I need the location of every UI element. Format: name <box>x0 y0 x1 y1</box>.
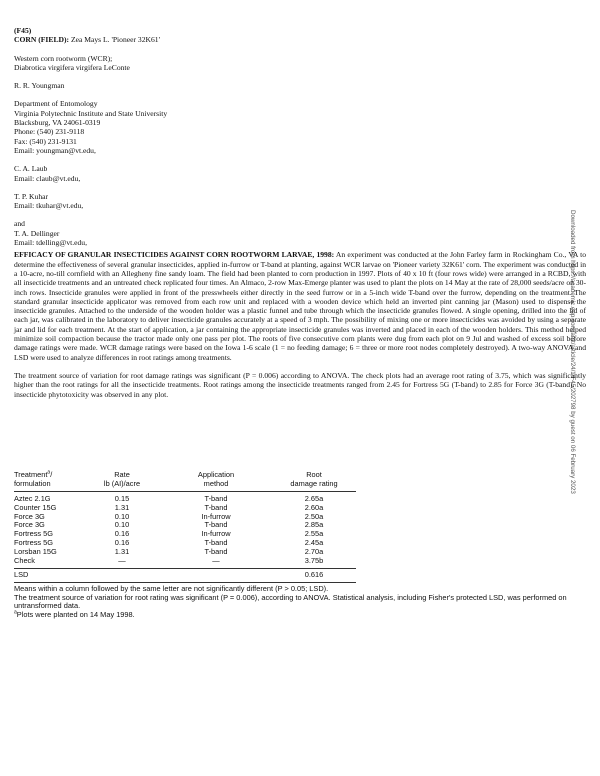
author-second: C. A. Laub <box>14 164 48 174</box>
author-fourth-email: Email: tdelling@vt.edu, <box>14 238 88 248</box>
cell-treatment: Fortress 5G <box>14 529 54 539</box>
cell-rate: 0.10 <box>114 511 130 521</box>
table-row <box>14 504 586 513</box>
author-primary: R. R. Youngman <box>14 81 65 91</box>
cell-method: In-furrow <box>201 511 231 521</box>
methods-paragraph <box>14 250 586 362</box>
cell-treatment: Lorsban 15G <box>14 547 57 557</box>
cell-rating: 2.60a <box>304 502 324 512</box>
cell-rating: 2.65a <box>304 493 324 503</box>
results-table <box>14 471 586 620</box>
cell-method: T-band <box>204 502 228 512</box>
lsd-rule <box>14 568 356 569</box>
cell-rate: 0.16 <box>114 529 130 539</box>
cell-method: T-band <box>204 493 228 503</box>
header-treatment: Treatment$^a$/ formulation <box>14 469 53 488</box>
header-rating: Root damage rating <box>290 470 338 488</box>
pest-common-name: Western corn rootworm (WCR); <box>14 53 113 63</box>
table-row <box>14 495 586 504</box>
pest-scientific-name: Diabrotica virgifera virgifera LeConte <box>14 62 130 72</box>
lsd-value: 0.616 <box>304 569 324 579</box>
cell-treatment: Check <box>14 556 35 566</box>
header-rate: Rate lb (AI)/acre <box>103 470 141 488</box>
table-row <box>14 557 586 566</box>
table-row <box>14 513 586 522</box>
cell-method: T-band <box>204 520 228 530</box>
cell-rate: 1.31 <box>114 502 130 512</box>
cell-rating: 3.75b <box>304 556 324 566</box>
cell-rating: 2.45a <box>304 538 324 548</box>
cell-rate: — <box>118 556 126 566</box>
crop-value: Zea Mays L. 'Pioneer 32K61' <box>69 35 160 45</box>
table-row <box>14 548 586 557</box>
author-third-email: Email: tkuhar@vt.edu, <box>14 201 84 211</box>
author-third: T. P. Kuhar <box>14 191 49 201</box>
cell-rate: 1.31 <box>114 547 130 557</box>
affiliation-line: Email: youngman@vt.edu, <box>14 145 96 155</box>
cell-rate: 0.15 <box>114 493 130 503</box>
cell-treatment: Force 3G <box>14 511 45 521</box>
affiliation-line: Fax: (540) 231-9131 <box>14 136 77 146</box>
report-code: (F45) <box>14 26 32 35</box>
author-fourth: T. A. Dellinger <box>14 228 60 238</box>
author-second-email: Email: claub@vt.edu, <box>14 173 81 183</box>
document-body <box>14 26 586 399</box>
cell-method: In-furrow <box>201 529 231 539</box>
methods-text: An experiment was conducted at the John Farley farm in Rockingham Co., VA to determine the effectiveness of several granular insecticides, applied in-furrow or T-band at planting, against WCR larvae on 'Pioneer variety 32K61' corn. The experiment was conducted in a 10-acre, no-till cornfield with an Allegheny fine sandy loam. The field had been planted to corn production in 1997. Plots of 40 x 10 ft (four rows wide) were arranged in a RCBD, with all insecticide treatments and an untreated check replicated four times. An Almaco, 2-row Max-Emerge planter was used to plant the plots on 14 May at the rate of 28,000 seeds/acre on 30-inch rows. Insecticide granules were applied in front of the presswheels either directly in the seed furrow or in a 5-inch wide T-band over the furrow, depending on the treatment. The standard granular insecticide applicator was removed from each row unit and replaced with a wooden device which held an inverted pint canning jar (Mason) used to dispense the insecticide granules. Attached to the underside of the wooden holder was a plastic funnel and tube through which the insecticide granules flowed. A single opening, drilled into the lid of each jar, was calibrated in the laboratory to deliver insecticide granules accurately at a speed of 3 mph. The possibility of mixing one or more insecticides was avoided by using a separate jar and lid for each treatment. At the start of application, a jar containing the appropriate insecticide granules was inverted and placed in each of the wooden holders. This method helped minimize soil compaction because the tractor made only one pass per plot. The roots of five consecutive corn plants were dug from each plot on 9 Jul and washed of excess soil before damage ratings were made. WCR damage ratings were based on the Iowa 1-6 scale (1 = no feeding damage; 6 = three or more root nodes completely destroyed). A two-way ANOVA and LSD were used to analyze differences in root ratings among treatments. <box>14 250 586 362</box>
table-row <box>14 530 586 539</box>
cell-treatment: Counter 15G <box>14 502 57 512</box>
affiliation-line: Department of Entomology <box>14 99 98 109</box>
cell-method: T-band <box>204 547 228 557</box>
affiliation-line: Blacksburg, VA 24061-0319 <box>14 118 101 128</box>
cell-method: T-band <box>204 538 228 548</box>
table-row <box>14 521 586 530</box>
download-watermark: Downloaded from https://academic.oup.com/amt/article/24/1/F45/202798 by guest on 06 February 2023 <box>569 210 576 494</box>
header-method: Application method <box>197 470 235 488</box>
cell-rating: 2.50a <box>304 511 324 521</box>
article-title: EFFICACY OF GRANULAR INSECTICIDES AGAINST CORN ROOTWORM LARVAE, 1998: <box>14 250 335 260</box>
affiliation-line: Virginia Polytechnic Institute and State University <box>14 108 168 118</box>
cell-treatment: Fortress 5G <box>14 538 54 548</box>
header-rule <box>14 491 356 492</box>
results-paragraph: The treatment source of variation for root damage ratings was significant (P = 0.006) according to ANOVA. The check plots had an average root rating of 3.75, which was significantly higher than the root ratings for all the insecticide treatments. Root ratings among the insecticide treatments ranged from 2.45 for Fortress 5G (T-band) to 2.85 for Force 3G (T-band). No insecticide phytotoxicity was observed in any plot. <box>14 370 586 399</box>
table-row <box>14 539 586 548</box>
table-header <box>14 471 586 489</box>
cell-rating: 2.55a <box>304 529 324 539</box>
cell-treatment: Aztec 2.1G <box>14 493 51 503</box>
affiliation-line: Phone: (540) 231-9118 <box>14 127 85 137</box>
cell-rating: 2.85a <box>304 520 324 530</box>
cell-rate: 0.16 <box>114 538 130 548</box>
crop-line <box>14 35 586 44</box>
table-footnote: The treatment source of variation for root rating was significant (P = 0.006), according to ANOVA. Statistical analysis, including Fisher's protected LSD, was performed on untransformed data. <box>14 592 567 611</box>
cell-rating: 2.70a <box>304 547 324 557</box>
crop-label: CORN (FIELD): <box>14 35 70 45</box>
footer-rule <box>14 582 356 583</box>
cell-method: — <box>212 556 220 566</box>
lsd-row <box>14 571 586 580</box>
plot-note: $^a$Plots were planted on 14 May 1998. <box>14 609 135 620</box>
lsd-label: LSD <box>14 569 29 579</box>
cell-rate: 0.10 <box>114 520 130 530</box>
cell-treatment: Force 3G <box>14 520 45 530</box>
author-conjunction: and <box>14 219 25 229</box>
table-footnote: Means within a column followed by the same letter are not significantly different (P > 0.05; LSD). <box>14 583 329 593</box>
